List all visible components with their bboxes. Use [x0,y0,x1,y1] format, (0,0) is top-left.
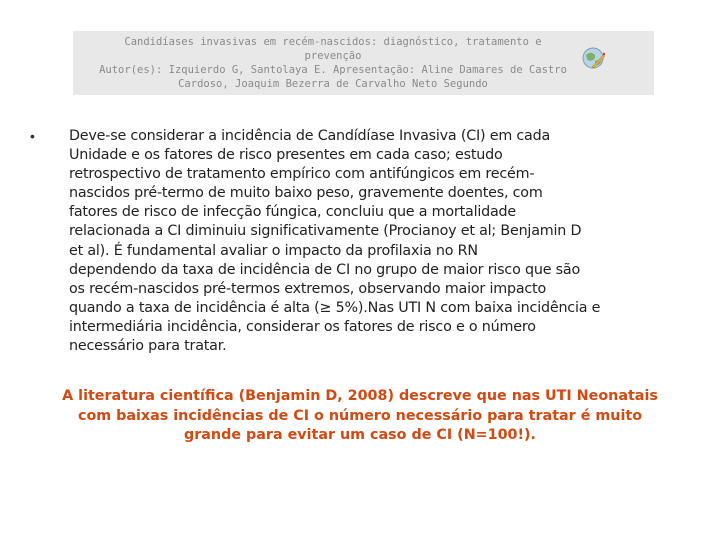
paragraph-line: relacionada a CI diminuiu significativamente (Procianoy et al; Benjamin D [69,223,582,240]
bullet-marker: • [30,128,35,144]
paragraph-line: retrospectivo de tratamento empírico com antifúngicos em recém- [69,166,535,183]
header-line: Autor(es): Izquierdo G, Santolaya E. Apresentação: Aline Damares de Castro [99,64,567,76]
header-line: Candidíases invasivas em recém-nascidos: diagnóstico, tratamento e [124,36,542,48]
paragraph-line: os recém-nascidos pré-termos extremos, observando maior impacto [69,280,547,297]
highlight-line: A literatura científica (Benjamin D, 2008) descreve que nas UTI Neonatais [62,388,658,404]
paragraph-line: fatores de risco de infecção fúngica, concluiu que a mortalidade [69,204,517,221]
highlight-line: com baixas incidências de CI o número necessário para tratar é muito [77,407,643,424]
globe-icon [581,45,607,71]
paragraph-line: et al). É fundamental avaliar o impacto da profilaxia no RN [69,242,478,259]
header-line: Cardoso, Joaquim Bezerra de Carvalho Neto Segundo [178,78,488,90]
paragraph-line: Deve-se considerar a incidência de Candídíase Invasiva (CI) em cada [69,128,551,144]
paragraph-line: Unidade e os fatores de risco presentes em cada caso; estudo [69,147,503,164]
paragraph-line: nascidos pré-termo de muito baixo peso, gravemente doentes, com [69,185,543,202]
paragraph-line: intermediária incidência, considerar os fatores de risco e o número [69,318,536,335]
paragraph-line: dependendo da taxa de incidência de CI no grupo de maior risco que são [69,261,580,278]
header-line: prevenção [304,50,362,62]
bullet-paragraph [69,127,689,356]
highlight-line: grande para evitar um caso de CI (N=100!). [184,427,536,443]
paragraph-line: necessário para tratar. [69,338,227,355]
header-title [88,35,578,91]
highlight-note [20,387,700,446]
paragraph-line: quando a taxa de incidência é alta (≥ 5%).Nas UTI N com baixa incidência e [69,299,601,316]
